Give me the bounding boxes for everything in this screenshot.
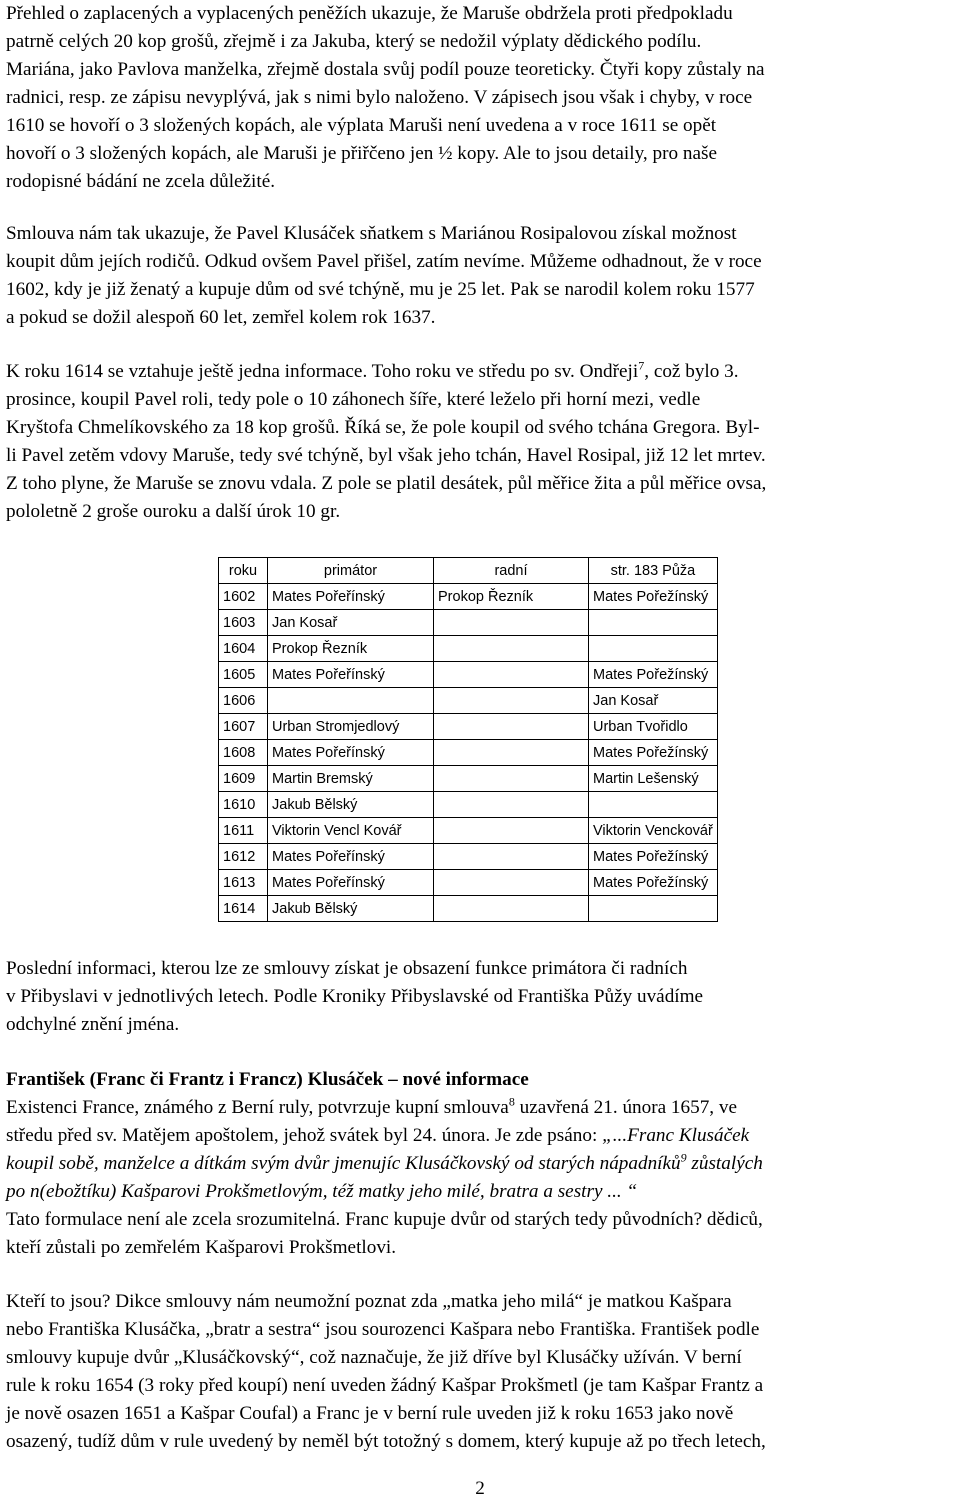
quote-line [6,1150,954,1178]
table-row [219,610,718,636]
quote-text: „...Franc Klusáček [602,1125,750,1146]
text-line: pololetně 2 groše ouroku a další úrok 10 gr. [6,501,341,522]
table-cell: Mates Pořeřínský [268,870,434,896]
table-cell: 1610 [219,792,268,818]
table-cell: 1607 [219,714,268,740]
table-row [219,792,718,818]
table-cell: Mates Pořeřínský [268,740,434,766]
table-row [219,844,718,870]
footnote-ref: 8 [508,1094,515,1109]
text-line: Tato formulace není ale zcela srozumitelná. Franc kupuje dvůr od starých tedy původních? dědiců, [6,1209,763,1230]
text-line: Smlouva nám tak ukazuje, že Pavel Klusáček sňatkem s Mariánou Rosipalovou získal možnost [6,223,737,244]
table-cell: 1605 [219,662,268,688]
text-line: Přehled o zaplacených a vyplacených peněžích ukazuje, že Maruše obdržela proti předpokladu [6,3,733,24]
table-cell [434,662,589,688]
officials-table [218,557,718,922]
table-cell [434,818,589,844]
table-cell: 1612 [219,844,268,870]
table-cell: Mates Pořežínský [589,844,718,870]
table-cell: Jakub Bělský [268,896,434,922]
text-line: Poslední informaci, kterou lze ze smlouvy získat je obsazení funkce primátora či radních [6,958,688,979]
table-row [219,636,718,662]
table-row [219,714,718,740]
table-cell: 1613 [219,870,268,896]
section-frantisek [6,1066,954,1262]
paragraph-payments [6,0,954,196]
table-header-cell: roku [219,558,268,584]
text-line: Kryštofa Chmelíkovského za 18 kop grošů. Říká se, že pole koupil od svého tchána Gregora. Byl- [6,417,760,438]
table-row [219,896,718,922]
table-row [219,662,718,688]
text-span: zůstalých [686,1153,763,1174]
page-number: 2 [475,1478,485,1499]
text-line: a pokud se dožil alespoň 60 let, zemřel kolem rok 1637. [6,307,436,328]
table-cell: Jan Kosař [268,610,434,636]
text-line: osazený, tudíž dům v rule uvedený by neměl být totožný s domem, který kupuje až po třech letech, [6,1431,766,1452]
footnote-ref: 7 [638,358,645,373]
table-cell: Martin Lešenský [589,766,718,792]
text-line [6,1094,954,1122]
table-cell: Mates Pořežínský [589,870,718,896]
text-line: 1602, kdy je již ženatý a kupuje dům od své tchýně, mu je 25 let. Pak se narodil kolem roku 1577 [6,279,755,300]
table-row [219,688,718,714]
text-span: K roku 1614 se vztahuje ještě jedna informace. Toho roku ve středu po sv. Ondřeji [6,361,639,382]
table-cell [434,688,589,714]
text-span: Existenci France, známého z Berní ruly, potvrzuje kupní smlouva [6,1097,509,1118]
table-cell: 1609 [219,766,268,792]
table-cell [434,714,589,740]
table-cell: 1608 [219,740,268,766]
table-cell [589,636,718,662]
table-cell [589,792,718,818]
text-line [6,358,954,386]
table-cell: 1606 [219,688,268,714]
table-cell: 1611 [219,818,268,844]
table-cell: Mates Pořeřínský [268,584,434,610]
text-line: rule k roku 1654 (3 roky před koupí) není uveden žádný Kašpar Prokšmetl (je tam Kašpar Frantz a [6,1375,764,1396]
table-cell: Prokop Řezník [434,584,589,610]
text-line: koupit dům jejích rodičů. Odkud ovšem Pavel přišel, zatím nevíme. Můžeme odhadnout, že v roce [6,251,762,272]
table-cell: Mates Pořežínský [589,740,718,766]
paragraph-officials [6,955,954,1039]
table-cell: Mates Pořežínský [589,584,718,610]
text-line: li Pavel zetěm vdovy Maruše, tedy své tchýně, byl však jeho tchán, Havel Rosipal, již 12 let mrtev. [6,445,766,466]
table-cell: Jakub Bělský [268,792,434,818]
table-cell: Prokop Řezník [268,636,434,662]
table-cell [434,896,589,922]
table-cell [434,636,589,662]
table-cell: 1604 [219,636,268,662]
table-row [219,584,718,610]
table-cell [589,896,718,922]
table-cell: 1614 [219,896,268,922]
table-row [219,870,718,896]
table-cell: Martin Bremský [268,766,434,792]
text-line: Mariána, jako Pavlova manželka, zřejmě dostala svůj podíl pouze teoreticky. Čtyři kopy zůstaly na [6,59,765,80]
table-cell: 1603 [219,610,268,636]
text-line: hovoří o 3 složených kopách, ale Maruši je přiřčeno jen ½ kopy. Ale to jsou detaily, pro naše [6,143,717,164]
table-header-row [219,558,718,584]
table-cell: Urban Stromjedlový [268,714,434,740]
text-line: kteří zůstali po zemřelém Kašparovi Prokšmetlovi. [6,1237,397,1258]
table-cell [434,870,589,896]
table-cell: Mates Pořeřínský [268,844,434,870]
text-line: prosince, koupil Pavel roli, tedy pole o 10 záhonech šíře, které leželo při horní mezi, vedle [6,389,701,410]
quote-line: po n(ebožtíku) Kašparovi Prokšmetlovým, též matky jeho milé, bratra a sestry ... “ [6,1181,638,1202]
table-cell: Jan Kosař [589,688,718,714]
text-line: v Přibyslavi v jednotlivých letech. Podle Kroniky Přibyslavské od Františka Půžy uvádíme [6,986,704,1007]
text-line: Z toho plyne, že Maruše se znovu vdala. Z pole se platil desátek, půl měřice žita a půl měřice ovsa, [6,473,767,494]
table-cell [434,740,589,766]
text-line [6,1122,954,1150]
text-span: uzavřená 21. února 1657, ve [514,1097,738,1118]
table-row [219,740,718,766]
text-span: středu před sv. Matějem apoštolem, jehož svátek byl 24. února. Je zde psáno: [6,1125,603,1146]
table-row [219,818,718,844]
text-line: radnici, resp. ze zápisu nevyplývá, jak s nimi bylo naloženo. V zápisech jsou však i chyby, v roce [6,87,753,108]
paragraph-who-are-they [6,1288,954,1456]
text-line: 1610 se hovoří o 3 složených kopách, ale výplata Maruši není uvedena a v roce 1611 se opět [6,115,717,136]
text-line: smlouvy kupuje dvůr „Klusáčkovský“, což naznačuje, že již dříve byl Klusáčky užíván. V berní [6,1347,742,1368]
text-line: odchylné znění jména. [6,1014,180,1035]
text-line: rodopisné bádání ne zcela důležité. [6,171,276,192]
table-cell: 1602 [219,584,268,610]
officials-table-wrapper [218,557,718,922]
paragraph-field-purchase [6,358,954,526]
table-cell [434,766,589,792]
table-cell [434,792,589,818]
table-cell [589,610,718,636]
table-cell [434,844,589,870]
table-header-cell: radní [434,558,589,584]
table-cell: Urban Tvořidlo [589,714,718,740]
text-line: nebo Františka Klusáčka, „bratr a sestra“ jsou sourozenci Kašpara nebo Františka. František podle [6,1319,760,1340]
table-header-cell: str. 183 Půža [589,558,718,584]
footnote-ref: 9 [680,1150,687,1165]
table-cell: Mates Pořeřínský [268,662,434,688]
section-heading: František (Franc či Frantz i Francz) Klusáček – nové informace [6,1069,529,1090]
text-span: , což bylo 3. [644,361,739,382]
text-line: patrně celých 20 kop grošů, zřejmě i za Jakuba, který se nedožil výplaty dědického podílu. [6,31,702,52]
table-row [219,766,718,792]
table-cell [268,688,434,714]
table-cell: Viktorin Vencl Kovář [268,818,434,844]
text-span: koupil sobě, manželce a dítkám svým dvůr jmenujíc Klusáčkovský od starých nápadníků [6,1153,681,1174]
table-cell: Mates Pořežínský [589,662,718,688]
table-cell: Viktorin Venckovář [589,818,718,844]
text-line: Kteří to jsou? Dikce smlouvy nám neumožní poznat zda „matka jeho milá“ je matkou Kašpara [6,1291,732,1312]
table-header-cell: primátor [268,558,434,584]
table-cell [434,610,589,636]
text-line: je nově osazen 1651 a Kašpar Coufal) a Franc je v berní rule uveden již k roku 1653 jako nově [6,1403,734,1424]
paragraph-contract [6,220,954,332]
